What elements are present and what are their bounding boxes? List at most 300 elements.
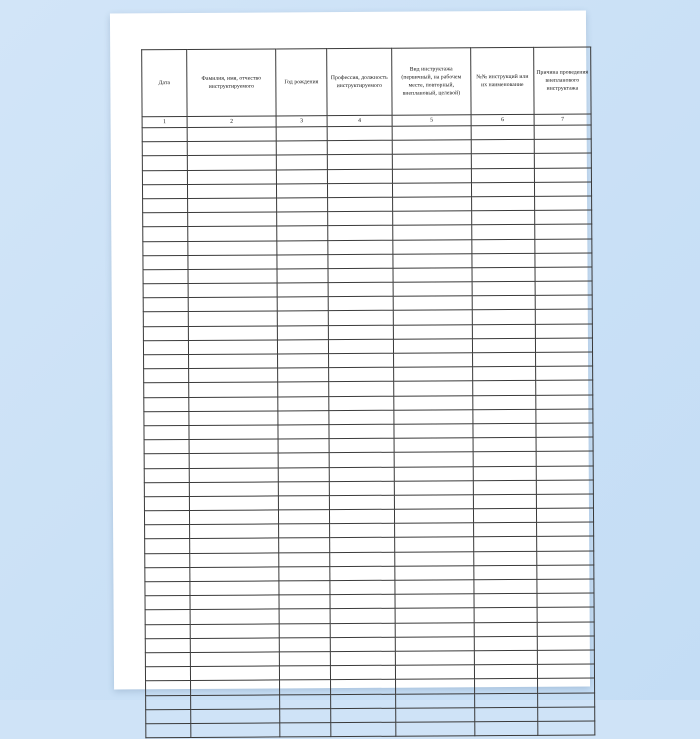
cell-birthyear — [279, 581, 330, 595]
cell-briefing-type — [396, 722, 475, 737]
cell-instruction-numbers — [472, 281, 535, 296]
cell-fullname — [190, 567, 279, 582]
cell-reason — [537, 593, 594, 608]
cell-birthyear — [279, 623, 330, 637]
cell-profession — [327, 126, 392, 141]
cell-date — [145, 596, 190, 610]
cell-date — [143, 284, 188, 298]
cell-profession — [328, 296, 393, 311]
cell-birthyear — [278, 410, 329, 424]
cell-fullname — [190, 553, 279, 568]
cell-date — [144, 354, 189, 368]
cell-briefing-type — [395, 622, 474, 637]
cell-instruction-numbers — [472, 267, 535, 282]
cell-reason — [535, 267, 592, 282]
cell-briefing-type — [394, 438, 473, 453]
cell-instruction-numbers — [473, 437, 536, 452]
cell-briefing-type — [392, 168, 471, 183]
cell-birthyear — [279, 524, 330, 538]
cell-instruction-numbers — [474, 565, 537, 580]
cell-date — [144, 468, 189, 482]
cell-fullname — [188, 340, 277, 355]
cell-briefing-type — [395, 636, 474, 651]
cell-profession — [329, 438, 394, 453]
cell-birthyear — [279, 566, 330, 580]
cell-date — [142, 142, 187, 156]
cell-fullname — [190, 524, 279, 539]
cell-instruction-numbers — [474, 650, 537, 665]
cell-birthyear — [277, 283, 328, 297]
cell-date — [142, 156, 187, 170]
cell-instruction-numbers — [471, 140, 534, 155]
cell-birthyear — [277, 325, 328, 339]
cell-fullname — [188, 326, 277, 341]
cell-briefing-type — [394, 424, 473, 439]
cell-date — [142, 184, 187, 198]
column-number-1: 1 — [142, 116, 187, 127]
cell-birthyear — [279, 652, 330, 666]
cell-date — [145, 624, 190, 638]
cell-instruction-numbers — [473, 395, 536, 410]
cell-briefing-type — [393, 310, 472, 325]
cell-instruction-numbers — [472, 210, 535, 225]
cell-reason — [535, 196, 592, 211]
cell-profession — [330, 523, 395, 538]
cell-instruction-numbers — [473, 466, 536, 481]
cell-briefing-type — [395, 566, 474, 581]
cell-date — [145, 638, 190, 652]
cell-reason — [537, 536, 594, 551]
cell-profession — [329, 467, 394, 482]
cell-briefing-type — [394, 509, 473, 524]
cell-fullname — [189, 439, 278, 454]
cell-profession — [329, 396, 394, 411]
cell-instruction-numbers — [473, 367, 536, 382]
cell-date — [146, 709, 191, 723]
cell-birthyear — [279, 637, 330, 651]
cell-reason — [534, 125, 591, 140]
cell-date — [143, 255, 188, 269]
cell-instruction-numbers — [474, 594, 537, 609]
cell-instruction-numbers — [471, 168, 534, 183]
cell-date — [145, 525, 190, 539]
cell-date — [144, 383, 189, 397]
cell-profession — [328, 254, 393, 269]
cell-briefing-type — [394, 395, 473, 410]
cell-briefing-type — [396, 707, 475, 722]
cell-profession — [330, 580, 395, 595]
table-row — [146, 721, 595, 738]
cell-instruction-numbers — [473, 352, 536, 367]
cell-reason — [535, 338, 592, 353]
cell-briefing-type — [393, 339, 472, 354]
cell-reason — [537, 664, 594, 679]
cell-fullname — [188, 212, 277, 227]
cell-birthyear — [278, 354, 329, 368]
cell-profession — [328, 339, 393, 354]
cell-reason — [538, 721, 595, 736]
cell-birthyear — [278, 467, 329, 481]
cell-reason — [536, 466, 593, 481]
cell-reason — [535, 309, 592, 324]
cell-instruction-numbers — [474, 551, 537, 566]
cell-birthyear — [276, 127, 327, 141]
cell-fullname — [188, 255, 277, 270]
cell-fullname — [190, 581, 279, 596]
cell-date — [142, 170, 187, 184]
cell-date — [143, 312, 188, 326]
cell-date — [143, 198, 188, 212]
cell-profession — [328, 268, 393, 283]
cell-instruction-numbers — [473, 381, 536, 396]
cell-profession — [327, 183, 392, 198]
cell-profession — [330, 594, 395, 609]
column-header-date: Дата — [142, 49, 187, 116]
cell-fullname — [189, 411, 278, 426]
cell-birthyear — [277, 297, 328, 311]
cell-instruction-numbers — [475, 693, 538, 708]
cell-date — [145, 610, 190, 624]
cell-instruction-numbers — [472, 239, 535, 254]
cell-date — [144, 482, 189, 496]
cell-briefing-type — [393, 197, 472, 212]
cell-fullname — [191, 680, 280, 695]
cell-date — [143, 326, 188, 340]
cell-profession — [331, 708, 396, 723]
cell-reason — [538, 707, 595, 722]
cell-briefing-type — [394, 381, 473, 396]
cell-reason — [535, 281, 592, 296]
cell-birthyear — [278, 481, 329, 495]
cell-instruction-numbers — [473, 508, 536, 523]
cell-fullname — [190, 609, 279, 624]
cell-instruction-numbers — [474, 523, 537, 538]
cell-instruction-numbers — [471, 125, 534, 140]
cell-instruction-numbers — [473, 480, 536, 495]
cell-date — [142, 127, 187, 141]
cell-fullname — [189, 354, 278, 369]
cell-birthyear — [278, 496, 329, 510]
cell-date — [143, 269, 188, 283]
cell-birthyear — [277, 269, 328, 283]
cell-date — [144, 511, 189, 525]
column-number-2: 2 — [187, 116, 276, 128]
cell-date — [146, 695, 191, 709]
column-number-6: 6 — [471, 114, 534, 125]
cell-birthyear — [279, 552, 330, 566]
cell-profession — [329, 495, 394, 510]
cell-date — [143, 227, 188, 241]
cell-instruction-numbers — [474, 664, 537, 679]
cell-birthyear — [277, 254, 328, 268]
cell-birthyear — [278, 439, 329, 453]
cell-instruction-numbers — [472, 225, 535, 240]
cell-reason — [535, 295, 592, 310]
cell-fullname — [190, 652, 279, 667]
cell-profession — [329, 509, 394, 524]
cell-birthyear — [280, 694, 331, 708]
cell-profession — [330, 623, 395, 638]
cell-reason — [537, 636, 594, 651]
cell-profession — [331, 722, 396, 737]
cell-profession — [327, 140, 392, 155]
document-page — [110, 11, 590, 690]
cell-reason — [537, 607, 594, 622]
cell-profession — [328, 226, 393, 241]
cell-fullname — [189, 397, 278, 412]
cell-birthyear — [277, 311, 328, 325]
cell-date — [143, 298, 188, 312]
cell-reason — [535, 224, 592, 239]
cell-profession — [330, 538, 395, 553]
cell-date — [146, 681, 191, 695]
cell-profession — [328, 211, 393, 226]
cell-briefing-type — [395, 608, 474, 623]
cell-reason — [535, 324, 592, 339]
cell-profession — [329, 453, 394, 468]
cell-reason — [536, 494, 593, 509]
cell-reason — [536, 508, 593, 523]
cell-profession — [328, 325, 393, 340]
cell-fullname — [189, 425, 278, 440]
cell-profession — [328, 311, 393, 326]
cell-reason — [537, 551, 594, 566]
cell-instruction-numbers — [474, 608, 537, 623]
cell-fullname — [188, 240, 277, 255]
cell-profession — [329, 481, 394, 496]
cell-instruction-numbers — [472, 253, 535, 268]
column-header-profession: Профессия, должность инструктируемого — [327, 48, 392, 115]
cell-briefing-type — [394, 466, 473, 481]
cell-fullname — [191, 694, 280, 709]
cell-profession — [329, 353, 394, 368]
cell-date — [143, 241, 188, 255]
cell-fullname — [188, 297, 277, 312]
cell-briefing-type — [392, 126, 471, 141]
cell-reason — [537, 622, 594, 637]
cell-instruction-numbers — [474, 537, 537, 552]
cell-profession — [329, 367, 394, 382]
column-header-fullname: Фамилия, имя, отчество инструктируемого — [187, 49, 276, 117]
column-number-5: 5 — [392, 115, 471, 126]
cell-profession — [330, 552, 395, 567]
cell-fullname — [188, 283, 277, 298]
cell-reason — [537, 565, 594, 580]
cell-birthyear — [277, 240, 328, 254]
cell-fullname — [188, 226, 277, 241]
cell-reason — [536, 352, 593, 367]
cell-date — [146, 723, 191, 737]
column-number-3: 3 — [276, 116, 327, 127]
cell-profession — [329, 424, 394, 439]
cell-briefing-type — [392, 183, 471, 198]
cell-briefing-type — [393, 253, 472, 268]
cell-fullname — [189, 382, 278, 397]
cell-briefing-type — [393, 239, 472, 254]
cell-birthyear — [278, 510, 329, 524]
cell-profession — [331, 680, 396, 695]
cell-briefing-type — [394, 410, 473, 425]
cell-reason — [534, 139, 591, 154]
cell-reason — [538, 678, 595, 693]
cell-reason — [535, 210, 592, 225]
cell-briefing-type — [395, 551, 474, 566]
cell-reason — [536, 451, 593, 466]
cell-birthyear — [276, 169, 327, 183]
cell-date — [144, 454, 189, 468]
column-header-reason: Причина проведения внепланового инструктажа — [534, 47, 591, 114]
cell-date — [144, 369, 189, 383]
cell-instruction-numbers — [472, 338, 535, 353]
cell-briefing-type — [392, 154, 471, 169]
cell-instruction-numbers — [472, 310, 535, 325]
cell-fullname — [189, 510, 278, 525]
cell-reason — [535, 253, 592, 268]
cell-fullname — [190, 538, 279, 553]
cell-date — [145, 539, 190, 553]
cell-fullname — [189, 467, 278, 482]
cell-briefing-type — [396, 679, 475, 694]
cell-profession — [330, 609, 395, 624]
cell-birthyear — [280, 708, 331, 722]
cell-date — [143, 213, 188, 227]
table-container — [141, 47, 589, 739]
cell-fullname — [187, 184, 276, 199]
cell-fullname — [187, 170, 276, 185]
cell-instruction-numbers — [474, 579, 537, 594]
cell-fullname — [190, 624, 279, 639]
cell-instruction-numbers — [473, 409, 536, 424]
cell-fullname — [191, 723, 280, 738]
cell-fullname — [189, 368, 278, 383]
cell-instruction-numbers — [474, 636, 537, 651]
cell-briefing-type — [395, 523, 474, 538]
cell-birthyear — [277, 198, 328, 212]
cell-profession — [328, 240, 393, 255]
cell-fullname — [189, 496, 278, 511]
cell-date — [145, 553, 190, 567]
cell-instruction-numbers — [475, 721, 538, 736]
cell-reason — [537, 650, 594, 665]
cell-profession — [331, 694, 396, 709]
cell-briefing-type — [393, 268, 472, 283]
cell-birthyear — [278, 425, 329, 439]
cell-birthyear — [278, 382, 329, 396]
cell-birthyear — [279, 595, 330, 609]
cell-briefing-type — [395, 651, 474, 666]
header-row — [142, 47, 591, 117]
cell-briefing-type — [396, 693, 475, 708]
cell-date — [145, 667, 190, 681]
table-body — [142, 125, 595, 738]
cell-birthyear — [276, 183, 327, 197]
cell-fullname — [190, 638, 279, 653]
cell-fullname — [189, 453, 278, 468]
cell-date — [144, 411, 189, 425]
cell-briefing-type — [395, 537, 474, 552]
cell-reason — [534, 182, 591, 197]
cell-fullname — [187, 155, 276, 170]
cell-profession — [330, 651, 395, 666]
cell-instruction-numbers — [471, 154, 534, 169]
cell-profession — [327, 169, 392, 184]
cell-briefing-type — [392, 140, 471, 155]
column-number-7: 7 — [534, 114, 591, 125]
cell-instruction-numbers — [473, 452, 536, 467]
cell-briefing-type — [394, 367, 473, 382]
cell-reason — [537, 579, 594, 594]
cell-reason — [536, 380, 593, 395]
cell-birthyear — [280, 680, 331, 694]
instruction-log-table — [141, 47, 595, 739]
column-header-instruction-numbers: №№ инструкций или их наименование — [471, 47, 534, 114]
cell-birthyear — [279, 609, 330, 623]
cell-fullname — [190, 595, 279, 610]
cell-birthyear — [278, 368, 329, 382]
cell-briefing-type — [394, 452, 473, 467]
cell-briefing-type — [395, 580, 474, 595]
cell-instruction-numbers — [473, 423, 536, 438]
cell-profession — [330, 637, 395, 652]
cell-instruction-numbers — [473, 494, 536, 509]
cell-birthyear — [277, 212, 328, 226]
cell-profession — [329, 382, 394, 397]
cell-briefing-type — [393, 296, 472, 311]
cell-birthyear — [276, 155, 327, 169]
cell-date — [144, 397, 189, 411]
cell-fullname — [187, 127, 276, 142]
column-header-briefing-type: Вид инструктажа (первичный, на рабочем месте, повторный, внеплановый, целевой) — [392, 48, 471, 115]
cell-birthyear — [280, 722, 331, 736]
cell-date — [145, 652, 190, 666]
cell-profession — [329, 410, 394, 425]
cell-date — [145, 567, 190, 581]
cell-reason — [536, 423, 593, 438]
cell-reason — [536, 395, 593, 410]
cell-fullname — [191, 709, 280, 724]
cell-instruction-numbers — [472, 324, 535, 339]
cell-reason — [536, 409, 593, 424]
cell-fullname — [190, 666, 279, 681]
cell-birthyear — [277, 226, 328, 240]
cell-briefing-type — [393, 225, 472, 240]
cell-reason — [534, 168, 591, 183]
cell-briefing-type — [395, 594, 474, 609]
cell-briefing-type — [393, 211, 472, 226]
cell-briefing-type — [393, 282, 472, 297]
cell-birthyear — [279, 666, 330, 680]
cell-instruction-numbers — [474, 622, 537, 637]
cell-profession — [330, 566, 395, 581]
cell-briefing-type — [393, 324, 472, 339]
cell-briefing-type — [394, 480, 473, 495]
cell-birthyear — [278, 453, 329, 467]
column-header-birthyear: Год рождения — [276, 49, 327, 116]
cell-profession — [327, 155, 392, 170]
cell-instruction-numbers — [471, 182, 534, 197]
cell-birthyear — [278, 396, 329, 410]
cell-fullname — [189, 482, 278, 497]
cell-reason — [534, 153, 591, 168]
cell-instruction-numbers — [472, 296, 535, 311]
cell-fullname — [188, 269, 277, 284]
cell-birthyear — [277, 339, 328, 353]
cell-profession — [328, 282, 393, 297]
cell-reason — [535, 239, 592, 254]
cell-date — [144, 425, 189, 439]
cell-reason — [536, 480, 593, 495]
cell-date — [144, 440, 189, 454]
